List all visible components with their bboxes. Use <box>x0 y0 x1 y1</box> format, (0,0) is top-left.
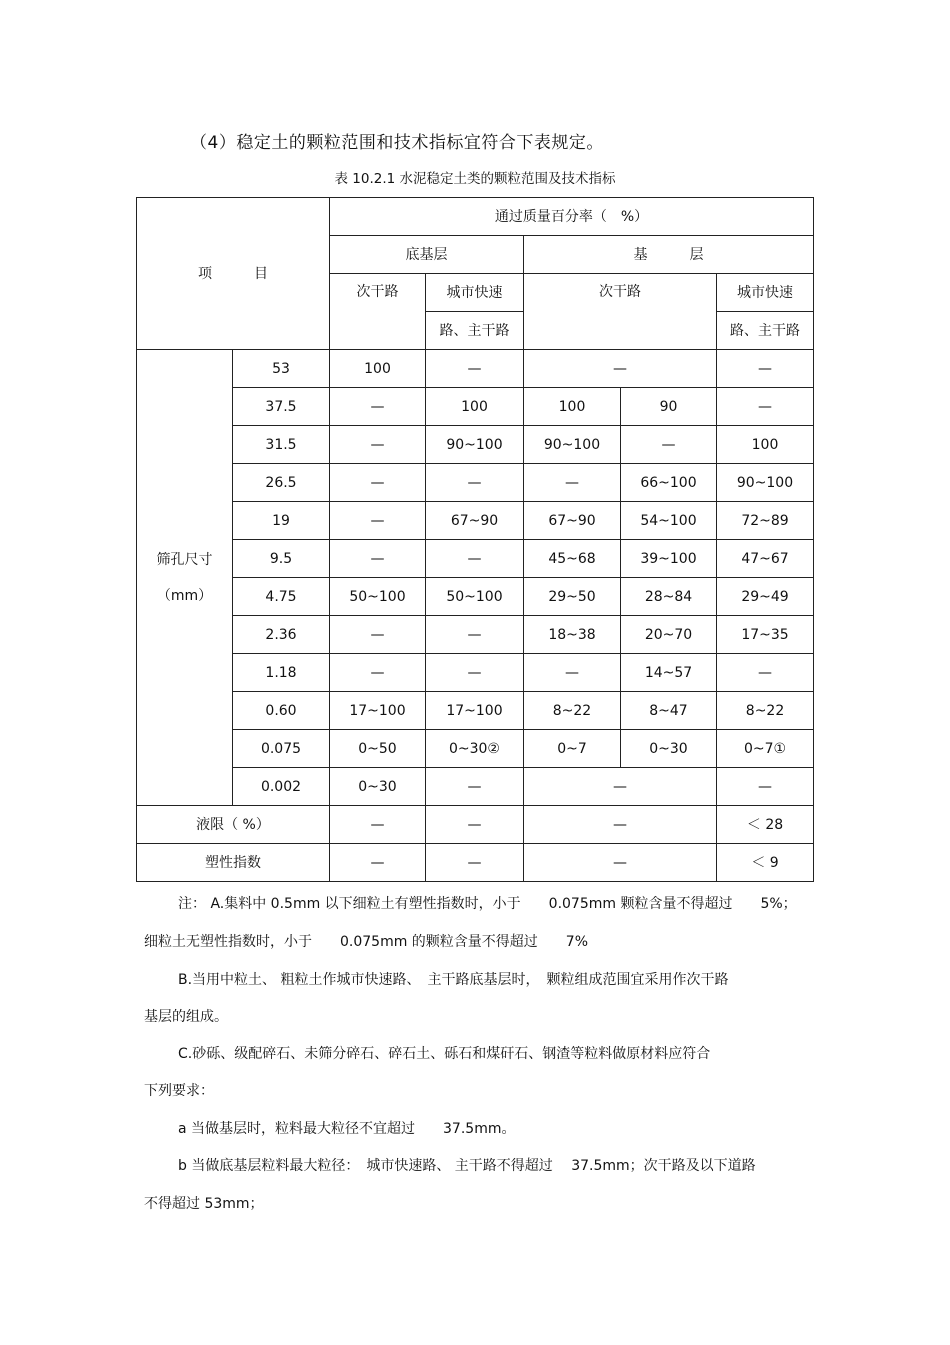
note-d-line1: a 当做基层时，粒料最大粒径不宜超过 37.5mm。 <box>178 1121 516 1137</box>
sieve-size-label <box>137 350 233 806</box>
sieve-size-cell: 1.18 <box>233 654 330 692</box>
plasticity-index-label: 塑性指数 <box>137 844 330 882</box>
table-cell: — <box>524 844 717 882</box>
table-cell: 90~100 <box>426 426 524 464</box>
table-cell: 67~90 <box>426 502 524 540</box>
note-a-line2: 细粒土无塑性指数时，小于 0.075mm 的颗粒含量不得超过 7% <box>144 934 589 950</box>
note-a-line1: 注： A.集料中 0.5mm 以下细粒土有塑性指数时，小于 0.075mm 颗粒含量不得超过 5%； <box>178 896 797 912</box>
table-cell: — <box>717 654 814 692</box>
gradation-table <box>136 197 814 882</box>
table-cell: — <box>330 464 426 502</box>
table-cell: 100 <box>426 388 524 426</box>
table-cell: 50~100 <box>330 578 426 616</box>
sieve-size-cell: 0.075 <box>233 730 330 768</box>
table-cell: 29~50 <box>524 578 621 616</box>
section-heading: （4）稳定土的颗粒范围和技术指标宜符合下表规定。 <box>190 133 604 153</box>
table-cell: 50~100 <box>426 578 524 616</box>
table-cell: 0~7 <box>524 730 621 768</box>
table-cell: — <box>330 806 426 844</box>
table-cell: 17~35 <box>717 616 814 654</box>
table-cell: — <box>426 464 524 502</box>
sieve-size-cell: 0.60 <box>233 692 330 730</box>
subbase-major-header-2: 路、主干路 <box>426 312 524 350</box>
table-cell: — <box>717 388 814 426</box>
table-cell: — <box>330 844 426 882</box>
note-e-line1: b 当做底基层粒料最大粒径： 城市快速路、 主干路不得超过 37.5mm；次干路及以下道路 <box>178 1158 756 1174</box>
table-row <box>137 540 814 578</box>
table-cell: 67~90 <box>524 502 621 540</box>
base-header: 基 层 <box>524 236 814 274</box>
table-cell: ＜ 28 <box>717 806 814 844</box>
table-row <box>137 464 814 502</box>
sieve-size-cell: 2.36 <box>233 616 330 654</box>
table-cell: 66~100 <box>621 464 717 502</box>
table-row <box>137 654 814 692</box>
table-cell: 39~100 <box>621 540 717 578</box>
table-cell: 0~7① <box>717 730 814 768</box>
table-row <box>137 350 814 388</box>
table-cell: 0~30② <box>426 730 524 768</box>
table-cell: 72~89 <box>717 502 814 540</box>
table-cell: 45~68 <box>524 540 621 578</box>
liquid-limit-label: 液限（ %） <box>137 806 330 844</box>
table-row <box>137 616 814 654</box>
sieve-size-cell: 19 <box>233 502 330 540</box>
table-cell: — <box>330 426 426 464</box>
table-cell: — <box>426 350 524 388</box>
table-cell: — <box>717 350 814 388</box>
table-cell: — <box>330 540 426 578</box>
sieve-size-cell: 53 <box>233 350 330 388</box>
table-row <box>137 426 814 464</box>
table-caption: 表 10.2.1 水泥稳定土类的颗粒范围及技术指标 <box>334 171 616 187</box>
table-cell: 17~100 <box>330 692 426 730</box>
table-cell: 0~30 <box>330 768 426 806</box>
table-cell: 90~100 <box>717 464 814 502</box>
sieve-label-line2: （mm） <box>156 587 213 604</box>
table-cell: 8~22 <box>524 692 621 730</box>
table-cell: 100 <box>524 388 621 426</box>
table-cell: 8~22 <box>717 692 814 730</box>
table-cell: — <box>524 654 621 692</box>
note-c-line1: C.砂砾、级配碎石、未筛分碎石、碎石土、砾石和煤矸石、钢渣等粒料做原材料应符合 <box>178 1046 711 1062</box>
table-cell: 14~57 <box>621 654 717 692</box>
table-cell: — <box>524 806 717 844</box>
table-row <box>137 692 814 730</box>
note-b-line1: B.当用中粒土、 粗粒土作城市快速路、 主干路底基层时， 颗粒组成范围宜采用作次干路 <box>178 972 729 988</box>
table-cell: — <box>717 768 814 806</box>
table-cell: 8~47 <box>621 692 717 730</box>
table-cell: 29~49 <box>717 578 814 616</box>
table-row <box>137 578 814 616</box>
table-cell: — <box>524 768 717 806</box>
pass-rate-header: 通过质量百分率（ %） <box>330 198 814 236</box>
table-cell: — <box>621 426 717 464</box>
table-cell: 0~30 <box>621 730 717 768</box>
subbase-major-header-1: 城市快速 <box>426 274 524 312</box>
sieve-size-cell: 0.002 <box>233 768 330 806</box>
sieve-size-cell: 31.5 <box>233 426 330 464</box>
table-cell: 100 <box>330 350 426 388</box>
table-cell: 47~67 <box>717 540 814 578</box>
note-c-line2: 下列要求： <box>144 1083 214 1099</box>
table-row <box>137 502 814 540</box>
table-cell: — <box>330 388 426 426</box>
table-cell: — <box>524 350 717 388</box>
table-row <box>137 730 814 768</box>
sieve-size-cell: 37.5 <box>233 388 330 426</box>
table-cell: — <box>426 768 524 806</box>
table-cell: 17~100 <box>426 692 524 730</box>
table-cell: 20~70 <box>621 616 717 654</box>
table-cell: 0~50 <box>330 730 426 768</box>
table-cell: — <box>330 654 426 692</box>
table-cell: — <box>426 806 524 844</box>
table-row <box>137 388 814 426</box>
base-minor-header: 次干路 <box>524 274 717 350</box>
table-cell: — <box>426 844 524 882</box>
table-cell: ＜ 9 <box>717 844 814 882</box>
base-major-header-1: 城市快速 <box>717 274 814 312</box>
table-row <box>137 768 814 806</box>
table-cell: — <box>426 540 524 578</box>
table-cell: — <box>426 616 524 654</box>
table-cell: 90~100 <box>524 426 621 464</box>
table-cell: — <box>524 464 621 502</box>
table-cell: — <box>330 502 426 540</box>
table-cell: — <box>426 654 524 692</box>
sieve-label-line1: 筛孔尺寸 <box>156 551 213 568</box>
subbase-header: 底基层 <box>330 236 524 274</box>
note-b-line2: 基层的组成。 <box>144 1009 228 1025</box>
table-cell: 28~84 <box>621 578 717 616</box>
table-cell: — <box>330 616 426 654</box>
sieve-size-cell: 4.75 <box>233 578 330 616</box>
note-e-line2: 不得超过 53mm； <box>144 1196 264 1212</box>
table-cell: 90 <box>621 388 717 426</box>
subbase-minor-header: 次干路 <box>330 274 426 350</box>
sieve-size-cell: 26.5 <box>233 464 330 502</box>
item-header: 项 目 <box>137 198 330 350</box>
sieve-size-cell: 9.5 <box>233 540 330 578</box>
table-cell: 18~38 <box>524 616 621 654</box>
base-major-header-2: 路、主干路 <box>717 312 814 350</box>
table-cell: 100 <box>717 426 814 464</box>
table-cell: 54~100 <box>621 502 717 540</box>
